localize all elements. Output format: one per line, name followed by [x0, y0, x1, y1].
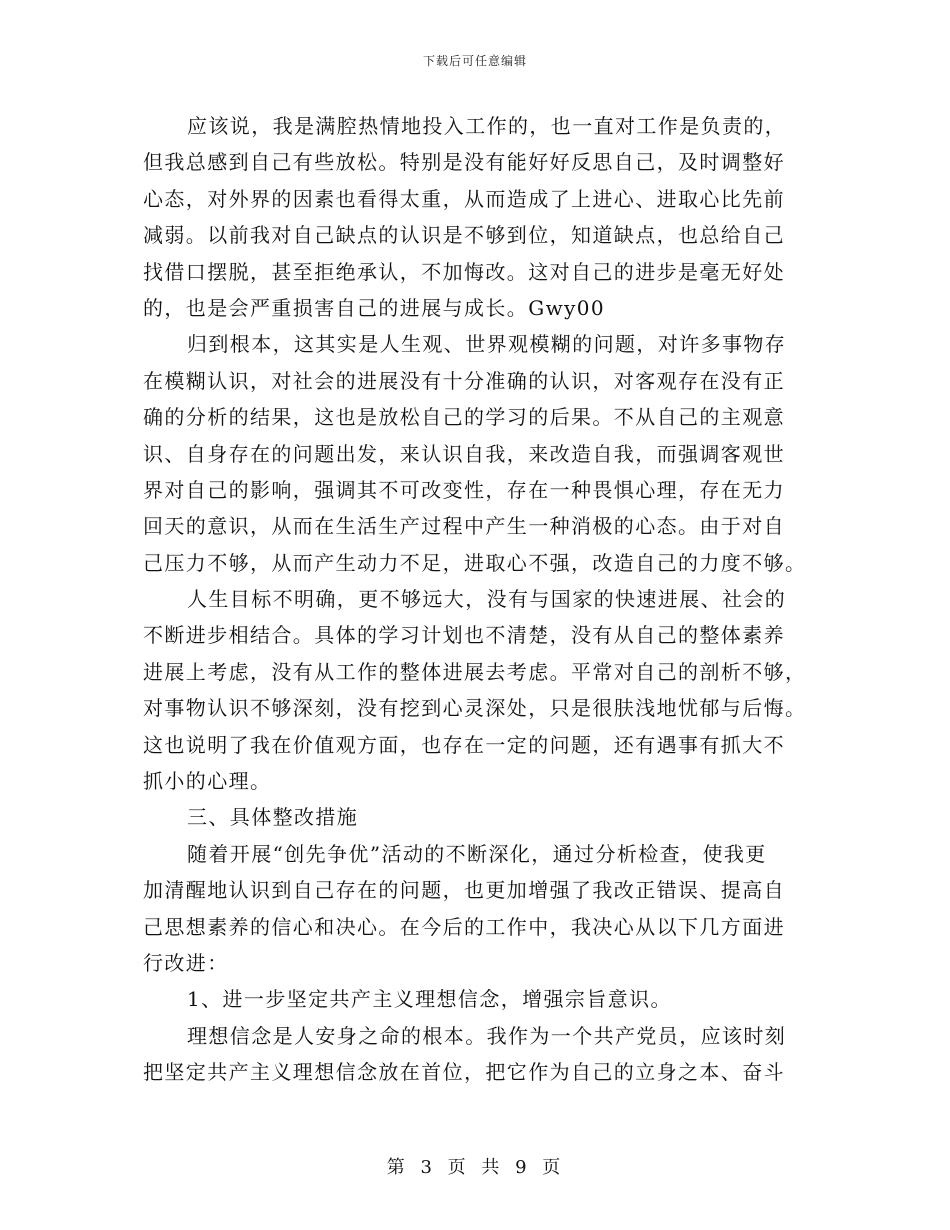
section-heading: 三、具体整改措施 — [187, 805, 359, 830]
paragraph-line: 心态，对外界的因素也看得太重，从而造成了上进心、进取心比先前 — [143, 186, 785, 211]
paragraph-line: 加清醒地认识到自己存在的问题，也更加增强了我改正错误、提高自 — [143, 878, 785, 903]
paragraph-line: 识、自身存在的问题出发，来认识自我，来改造自我，而强调客观世 — [143, 441, 785, 466]
paragraph-line: 确的分析的结果，这也是放松自己的学习的后果。不从自己的主观意 — [143, 405, 785, 430]
paragraph-line: 应该说，我是满腔热情地投入工作的，也一直对工作是负责的， — [187, 114, 787, 138]
paragraph-line: 人生目标不明确，更不够远大，没有与国家的快速进展、社会的 — [187, 587, 787, 612]
paragraph-line: 把坚定共产主义理想信念放在首位，把它作为自己的立身之本、奋斗 — [143, 1060, 785, 1085]
paragraph-line: 的，也是会严重损害自己的进展与成长。Gwy00 — [143, 295, 606, 320]
paragraph-line: 己压力不够，从而产生动力不足，进取心不强，改造自己的力度不够。 — [143, 550, 807, 575]
page-footer: 第 3 页 共 9 页 — [386, 1157, 564, 1178]
paragraph-line: 归到根本，这其实是人生观、世界观模糊的问题，对许多事物存 — [187, 332, 787, 357]
paragraph-line: 在模糊认识，对社会的进展没有十分准确的认识，对客观存在没有正 — [143, 368, 785, 393]
paragraph-line: 找借口摆脱，甚至拒绝承认，不加悔改。这对自己的进步是毫无好处 — [143, 259, 785, 284]
paragraph-line: 己思想素养的信心和决心。在今后的工作中，我决心从以下几方面进 — [143, 914, 785, 939]
paragraph-line: 抓小的心理。 — [143, 769, 272, 794]
paragraph-line: 但我总感到自己有些放松。特别是没有能好好反思自己，及时调整好 — [143, 150, 785, 175]
paragraph-line: 理想信念是人安身之命的根本。我作为一个共产党员，应该时刻 — [187, 1023, 787, 1048]
paragraph-line: 界对自己的影响，强调其不可改变性，存在一种畏惧心理，存在无力 — [143, 477, 785, 502]
paragraph-line: 不断进步相结合。具体的学习计划也不清楚，没有从自己的整体素养 — [143, 623, 785, 648]
paragraph-line: 随着开展“创先争优”活动的不断深化，通过分析检查，使我更 — [187, 841, 767, 866]
paragraph-line: 回天的意识，从而在生活生产过程中产生一种消极的心态。由于对自 — [143, 514, 785, 539]
paragraph-line: 减弱。以前我对自己缺点的认识是不够到位，知道缺点，也总给自己 — [143, 223, 785, 248]
page-header: 下载后可任意编辑 — [422, 54, 527, 68]
document-body — [143, 108, 805, 1091]
paragraph-line: 这也说明了我在价值观方面，也存在一定的问题，还有遇事有抓大不 — [143, 732, 785, 757]
paragraph-line: 进展上考虑，没有从工作的整体进展去考虑。平常对自己的剖析不够， — [143, 659, 807, 684]
numbered-item-heading: 1、进一步坚定共产主义理想信念，增强宗旨意识。 — [187, 987, 672, 1012]
paragraph-line: 行改进： — [143, 950, 229, 975]
paragraph-line: 对事物认识不够深刻，没有挖到心灵深处，只是很肤浅地忧郁与后悔。 — [143, 696, 807, 721]
